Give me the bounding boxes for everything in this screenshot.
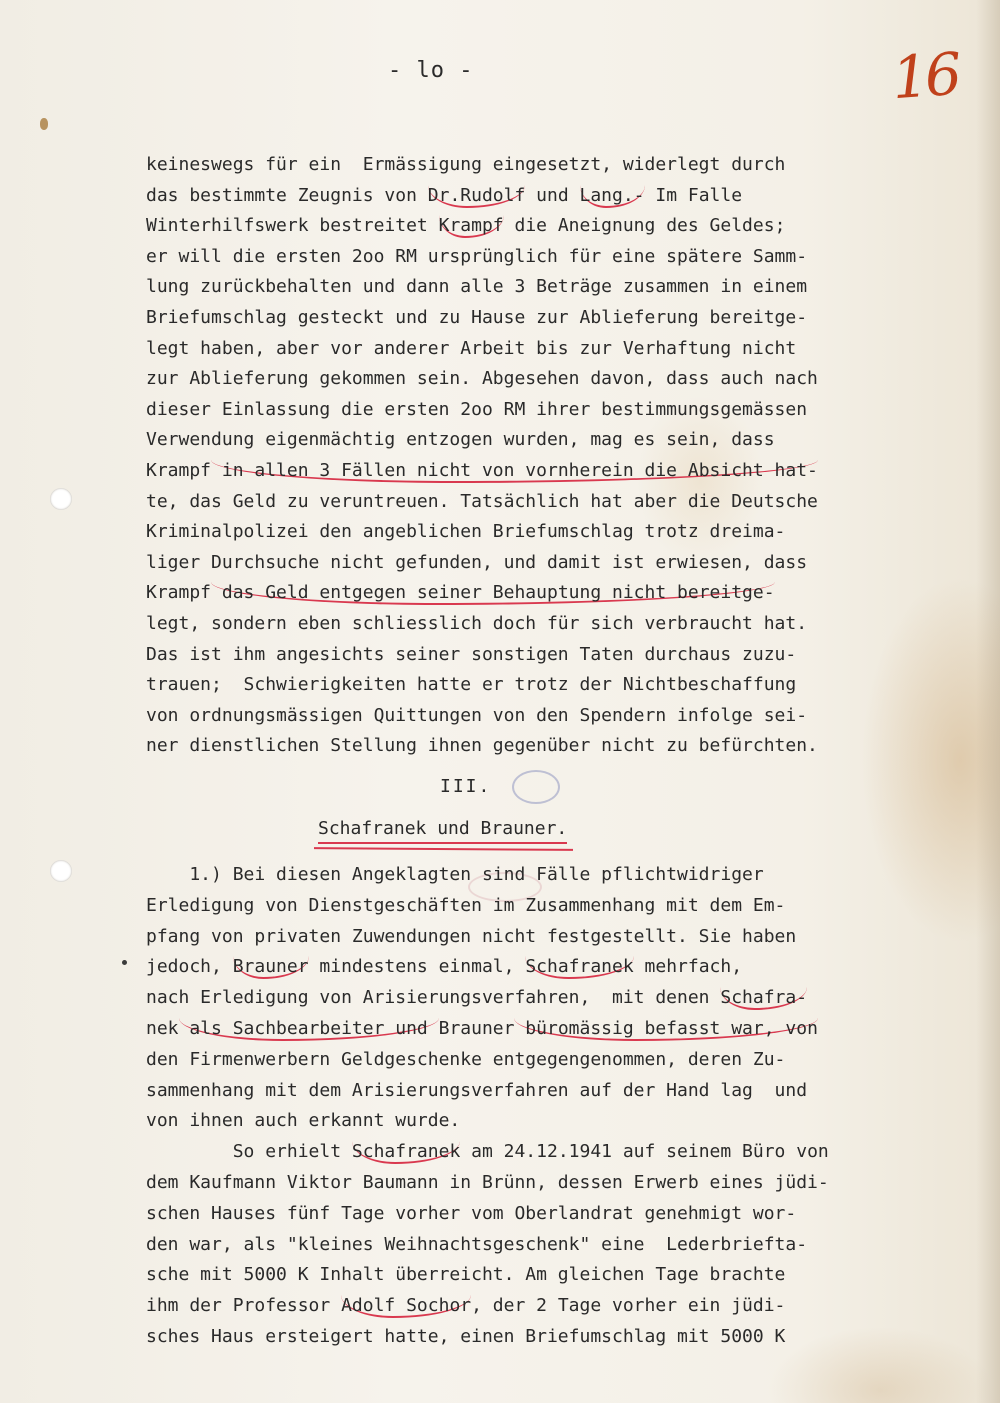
text-line — [146, 242, 916, 273]
text-segment: Winterhilfswerk bestreitet — [146, 215, 439, 237]
text-segment: te, das Geld zu veruntreuen. Tatsächlich hat aber die Deutsche — [146, 490, 818, 512]
text-line — [146, 181, 916, 212]
page-number: - lo - — [388, 58, 474, 83]
punch-hole-icon — [50, 488, 72, 510]
section-heading: Schafranek und Brauner. — [318, 818, 567, 844]
text-segment: legt haben, aber vor anderer Arbeit bis zur Verhaftung nicht — [146, 337, 797, 359]
text-line — [146, 303, 916, 334]
text-segment: den war, als "kleines Weihnachtsgeschenk" eine Lederbriefta- — [146, 1233, 808, 1255]
text-segment: das bestimmte Zeugnis von — [146, 184, 428, 206]
underlined-name: als Sachbearbeiter und — [178, 1017, 439, 1039]
text-segment: Brauner — [438, 1017, 515, 1039]
text-segment: Krampf — [146, 459, 212, 481]
underlined-name: Adolf Sochor — [341, 1295, 472, 1317]
text-segment: dem Kaufmann Viktor Baumann in Brünn, dessen Erwerb eines jüdi- — [146, 1171, 829, 1193]
text-line — [146, 1260, 916, 1291]
underlined-name: Schafranek — [525, 956, 634, 978]
text-line — [146, 487, 916, 518]
text-segment: pfang von privaten Zuwendungen nicht festgestellt. Sie haben — [146, 925, 797, 947]
punch-hole-icon — [50, 860, 72, 882]
underlined-name: das Geld entgegen seiner Behauptung nicht bereitge- — [211, 582, 775, 604]
text-line — [146, 272, 916, 303]
text-segment: nek — [146, 1017, 179, 1039]
text-line — [146, 983, 916, 1014]
text-line — [146, 860, 916, 891]
text-segment: lung zurückbehalten und dann alle 3 Beträge zusammen in einem — [146, 276, 808, 298]
text-segment: sammenhang mit dem Arisierungsverfahren auf der Hand lag und — [146, 1079, 808, 1101]
text-segment: schen Hauses fünf Tage vorher vom Oberlandrat genehmigt wor- — [146, 1202, 797, 1224]
text-segment: sches Haus ersteigert hatte, einen Briefumschlag mit 5000 K — [146, 1325, 786, 1347]
text-segment: sche mit 5000 K Inhalt überreicht. Am gleichen Tage brachte — [146, 1264, 786, 1286]
text-segment: ihm der Professor — [146, 1295, 342, 1317]
underlined-name: Dr.Rudolf — [427, 184, 526, 206]
text-segment: ner dienstlichen Stellung ihnen gegenüber nicht zu befürchten. — [146, 735, 818, 757]
text-line — [146, 1230, 916, 1261]
text-line — [146, 517, 916, 548]
paper-stain — [40, 118, 48, 130]
text-line — [146, 609, 916, 640]
underlined-name: Brauner — [232, 956, 309, 978]
text-segment: Erledigung von Dienstgeschäften im Zusammenhang mit dem Em- — [146, 894, 786, 916]
text-line — [146, 1199, 916, 1230]
underlined-name: Krampf — [438, 215, 504, 237]
text-line — [146, 922, 916, 953]
text-line — [146, 211, 916, 242]
text-segment: legt, sondern eben schliesslich doch für sich verbraucht hat. — [146, 612, 808, 634]
text-line — [146, 701, 916, 732]
text-segment: So erhielt — [146, 1141, 352, 1163]
text-segment: Briefumschlag gesteckt und zu Hause zur Ablieferung bereitge- — [146, 306, 808, 328]
paper-edge-shadow — [976, 0, 1000, 1403]
text-segment: 1.) Bei diesen Angeklagten sind Fälle pflichtwidriger — [146, 864, 764, 885]
text-line — [146, 670, 916, 701]
text-segment: Verwendung eigenmächtig entzogen wurden, mag es sein, dass — [146, 429, 775, 451]
text-line — [146, 1291, 916, 1322]
text-segment: mehrfach, — [633, 956, 743, 978]
text-segment: keineswegs für ein Ermässigung eingesetzt, widerlegt durch — [146, 154, 786, 175]
text-line — [146, 1322, 916, 1353]
text-segment: und — [525, 184, 580, 206]
text-line — [146, 456, 916, 487]
text-segment: den Firmenwerbern Geldgeschenke entgegengenommen, deren Zu- — [146, 1048, 786, 1070]
text-segment: Krampf — [146, 582, 212, 604]
underlined-name: Schafranek — [351, 1141, 461, 1163]
text-line — [146, 731, 916, 762]
underlined-name: Lang.- — [579, 184, 645, 206]
text-line — [146, 952, 916, 983]
text-segment: , der 2 Tage vorher ein jüdi- — [471, 1295, 786, 1317]
margin-mark — [122, 960, 127, 965]
text-line — [146, 334, 916, 365]
text-line — [146, 891, 916, 922]
text-line — [146, 1076, 916, 1107]
text-segment: jedoch, — [146, 956, 233, 978]
text-segment: trauen; Schwierigkeiten hatte er trotz der Nichtbeschaffung — [146, 674, 797, 696]
text-segment: zur Ablieferung gekommen sein. Abgesehen davon, dass auch nach — [146, 368, 818, 390]
handwritten-folio-number: 16 — [889, 39, 961, 113]
text-line — [146, 364, 916, 395]
text-segment: dieser Einlassung die ersten 2oo RM ihrer bestimmungsgemässen — [146, 398, 808, 420]
underlined-name: in allen 3 Fällen nicht von vornherein die Absicht hat- — [211, 459, 818, 481]
text-segment: Kriminalpolizei den angeblichen Briefumschlag trotz dreima- — [146, 521, 786, 543]
text-line — [146, 1168, 916, 1199]
text-segment: er will die ersten 2oo RM ursprünglich für eine spätere Samm- — [146, 245, 808, 267]
text-line — [146, 150, 916, 181]
text-segment: Im Falle — [644, 184, 743, 206]
text-line — [146, 1045, 916, 1076]
text-segment: nach Erledigung von Arisierungsverfahren, mit denen — [146, 987, 721, 1009]
text-line — [146, 1137, 916, 1168]
faint-stamp — [512, 770, 560, 804]
text-segment: Das ist ihm angesichts seiner sonstigen Taten durchaus zuzu- — [146, 643, 797, 665]
text-segment: am 24.12.1941 auf seinem Büro von — [460, 1141, 829, 1163]
text-line — [146, 548, 916, 579]
text-segment: die Aneignung des Geldes; — [503, 215, 786, 237]
text-segment: von ihnen auch erkannt wurde. — [146, 1110, 461, 1132]
underlined-name: Schafra- — [720, 987, 808, 1009]
text-line — [146, 395, 916, 426]
text-line — [146, 1014, 916, 1045]
text-line — [146, 1106, 916, 1137]
section-number: III. — [440, 776, 492, 797]
text-segment: von ordnungsmässigen Quittungen von den Spendern infolge sei- — [146, 704, 808, 726]
underlined-name: büromässig befasst war, von — [514, 1017, 818, 1039]
text-line — [146, 640, 916, 671]
text-line — [146, 425, 916, 456]
text-segment: liger Durchsuche nicht gefunden, und damit ist erwiesen, dass — [146, 551, 808, 573]
text-segment: mindestens einmal, — [308, 956, 526, 978]
text-line — [146, 578, 916, 609]
paragraph-1 — [146, 150, 916, 762]
paragraph-2 — [146, 860, 916, 1353]
